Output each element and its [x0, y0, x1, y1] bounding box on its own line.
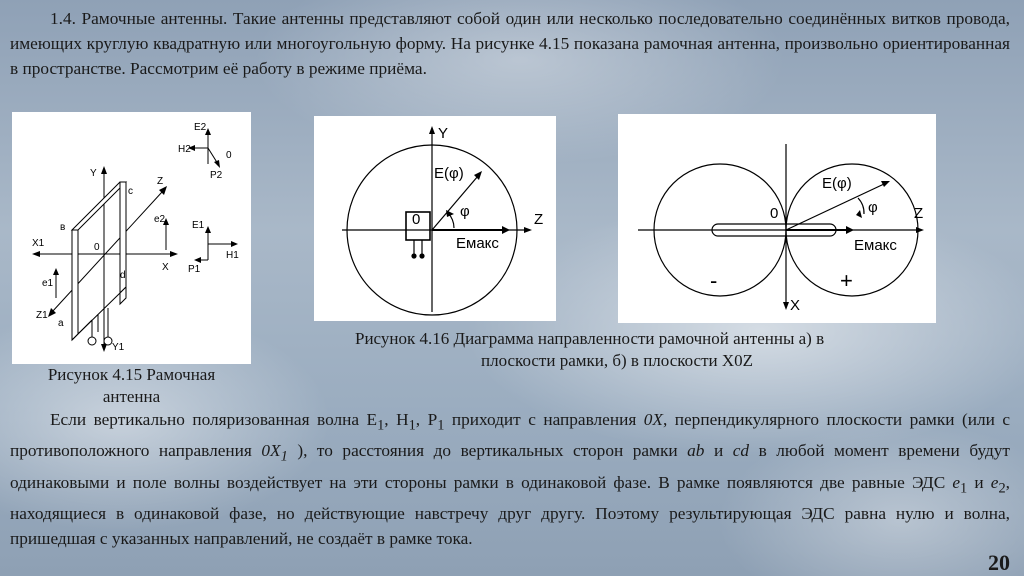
label-z-b: Z — [914, 205, 924, 222]
label-plus: + — [840, 268, 853, 293]
label-zero-b: 0 — [770, 205, 779, 222]
intro-paragraph: 1.4. Рамочные антенны. Такие антенны представляют собой один или несколько последовательно соединённых витков провода, имеющих круглую квадратную или многоугольную форму. На рисунке 4.15 показана рамочная антенна, произвольно ориентированная в пространстве. Рассмотрим её работу в режиме приёма. — [10, 9, 1010, 78]
z-axis-line — [52, 192, 162, 312]
label-zero: 0 — [94, 242, 100, 253]
body-paragraph: Если вертикально поляризованная волна $E_1$, $H_1$, $P_1$ приходит с направления 0X, перпендикулярного плоскости рамки (или с противоположного направления $0X_1$ ), то расстояния до вертикальных сторон рамки ab и cd в любой момент времени будут одинаковыми и поле волны воздействует на эти стороны рамки в одинаковой фазе. В рамке появляются две равные ЭДС $e_1$ и $e_2$, находящиеся в одинаковой фазе, но действующие навстречу друг другу. Поэтому результирующая ЭДС равна нулю и волна, пришедшая с указанных направлений, не создаёт в рамке тока. — [10, 410, 1010, 549]
label-y1: Y1 — [112, 342, 125, 353]
label-a: a — [58, 318, 64, 329]
label-zero-a: 0 — [412, 211, 421, 228]
label-z-a: Z — [534, 211, 544, 228]
label-e1: e1 — [42, 278, 54, 289]
figure-4-16a-diagram — [314, 116, 556, 321]
label-b: в — [60, 222, 66, 233]
figure-4-16-caption — [355, 328, 975, 372]
label-phi-b: φ — [868, 199, 878, 216]
label-e2: e2 — [154, 214, 166, 225]
label-c: c — [128, 186, 133, 197]
figure-4-16b-diagram — [618, 114, 936, 323]
label-e2-top: E2 — [194, 122, 207, 133]
caption-line-1: Рисунок 4.15 Рамочная — [47, 365, 216, 384]
label-emax-a: Eмакс — [456, 235, 499, 252]
label-phi-a: φ — [460, 203, 470, 220]
label-y: Y — [90, 168, 97, 179]
label-x1: X1 — [32, 238, 45, 249]
label-z1: Z1 — [36, 310, 48, 321]
figure-4-15-caption — [12, 364, 251, 408]
label-emax-b: Eмакс — [854, 237, 897, 254]
page-number: 20 — [988, 550, 1010, 575]
label-h1: H1 — [226, 250, 239, 261]
caption-line-2: плоскости рамки, б) в плоскости X0Z — [481, 351, 754, 370]
figure-4-15-loop-antenna — [12, 112, 251, 364]
caption-line-1: Рисунок 4.16 Диаграмма направленности рамочной антенны а) в — [355, 329, 825, 348]
label-h2: H2 — [178, 144, 191, 155]
label-x-b: X — [790, 297, 801, 314]
label-e-phi-a: E(φ) — [434, 165, 464, 182]
label-y-a: Y — [438, 125, 449, 142]
label-z: Z — [157, 176, 164, 187]
caption-line-2: антенна — [102, 387, 161, 406]
label-p2: P2 — [210, 170, 223, 181]
label-x: X — [162, 262, 169, 273]
label-zero-top-right: 0 — [226, 150, 232, 161]
label-minus: - — [710, 268, 718, 293]
label-e-phi-b: E(φ) — [822, 175, 852, 192]
label-e1-right: E1 — [192, 220, 205, 231]
label-p1: P1 — [188, 264, 201, 275]
label-d: d — [120, 270, 126, 281]
